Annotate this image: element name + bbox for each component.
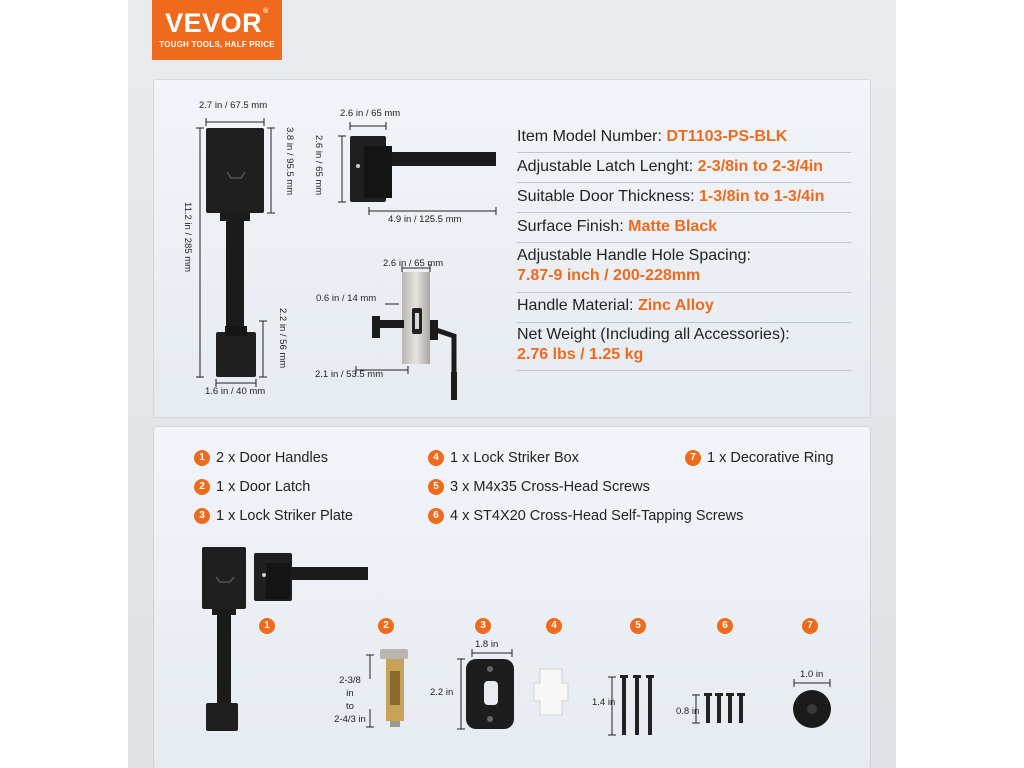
side-view-drawing [372,272,457,400]
part-text: 1 x Decorative Ring [707,450,834,466]
image-badge-4: 4 [546,618,562,634]
spec-row-weight [517,323,851,371]
part-text: 1 x Lock Striker Plate [216,508,353,524]
dim-lever-length: 4.9 in / 125.5 mm [388,214,462,225]
handleset-front-drawing [206,128,264,377]
part-text: 3 x M4x35 Cross-Head Screws [450,479,650,495]
vevor-logo [152,0,282,60]
dim-top-plate-height: 3.8 in / 95.5 mm [284,127,295,196]
lever-front-drawing [350,136,496,202]
spec-value: Matte Black [628,218,718,235]
decorative-ring-illustration [793,690,831,728]
spec-value: Zinc Alloy [637,297,714,314]
dim-side-rose-width: 2.6 in / 65 mm [383,258,444,269]
m4-screws-illustration [620,675,654,735]
number-badge: 7 [685,450,701,466]
number-badge: 1 [194,450,210,466]
dim-lever-rose-height: 2.6 in / 65 mm [313,135,324,196]
registered-mark: ® [263,8,269,15]
dim-handleset-width: 2.7 in / 67.5 mm [199,100,268,111]
spec-label: Suitable Door Thickness: [517,188,700,205]
latch-adjust-line: to [346,701,354,712]
dim-bottom-plate-height: 2.2 in / 56 mm [277,308,288,369]
self-tap-length-label: 0.8 in [676,706,700,717]
number-badge: 4 [428,450,444,466]
door-latch-illustration [380,649,408,727]
number-badge: 3 [194,508,210,524]
part-text: 1 x Door Latch [216,479,311,495]
brand-name [152,8,282,39]
spec-value: 2-3/8in to 2-3/4in [697,158,823,175]
spec-value: 1-3/8in to 1-3/4in [699,188,825,205]
dim-bottom-plate-width: 1.6 in / 40 mm [205,386,266,397]
brand-name-text: VEVOR [165,8,263,38]
spec-row-door-thickness [517,183,851,213]
screw-length-label: 1.4 in [592,697,616,708]
brand-tagline: TOUGH TOOLS, HALF PRICE [159,40,275,49]
product-infographic [128,0,896,768]
striker-box-illustration [534,669,568,715]
spec-label: Adjustable Handle Hole Spacing: [517,247,751,264]
image-badge-5: 5 [630,618,646,634]
spec-value: 7.87-9 inch / 200-228mm [517,267,701,284]
image-badge-3: 3 [475,618,491,634]
number-badge: 2 [194,479,210,495]
spec-value: DT1103-PS-BLK [666,128,788,145]
ring-diameter-label: 1.0 in [800,669,824,680]
self-tapping-screws-illustration [704,693,745,723]
ring-dimension-lines [794,679,830,687]
spec-label: Surface Finish: [517,218,629,235]
spec-row-hole-spacing [517,243,851,293]
spec-label: Adjustable Latch Lenght: [517,158,698,175]
latch-adjust-line: 2-3/8 [339,675,361,686]
image-badge-6: 6 [717,618,733,634]
specifications-panel [154,80,870,417]
spec-value: 2.76 lbs / 1.25 kg [517,346,644,363]
dim-side-depth: 0.6 in / 14 mm [316,293,377,304]
spec-row-latch [517,153,851,183]
image-badge-2: 2 [378,618,394,634]
dim-overall-height: 11.2 in / 285 mm [182,202,193,273]
part-illustrations [154,427,870,768]
spec-row-model [517,125,851,153]
dim-lever-rose-width: 2.6 in / 65 mm [340,108,401,119]
dim-side-projection: 2.1 in / 53.5 mm [315,369,384,380]
package-contents-panel [154,427,870,768]
spec-row-material [517,293,851,323]
striker-plate-illustration [466,659,514,729]
striker-plate-width-label: 1.8 in [475,639,499,650]
image-badge-1: 1 [259,618,275,634]
number-badge: 5 [428,479,444,495]
part-text: 4 x ST4X20 Cross-Head Self-Tapping Screws [450,508,744,524]
latch-adjust-line: 2-4/3 in [334,714,366,725]
spec-label: Handle Material: [517,297,638,314]
latch-adjust-line: in [346,688,354,699]
spec-row-finish [517,213,851,243]
number-badge: 6 [428,508,444,524]
part-text: 1 x Lock Striker Box [450,450,579,466]
image-badge-7: 7 [802,618,818,634]
spec-label: Net Weight (Including all Accessories): [517,326,790,343]
part-text: 2 x Door Handles [216,450,329,466]
latch-adjust-label [328,674,372,726]
spec-label: Item Model Number: [517,128,667,145]
striker-plate-height-label: 2.2 in [430,687,454,698]
